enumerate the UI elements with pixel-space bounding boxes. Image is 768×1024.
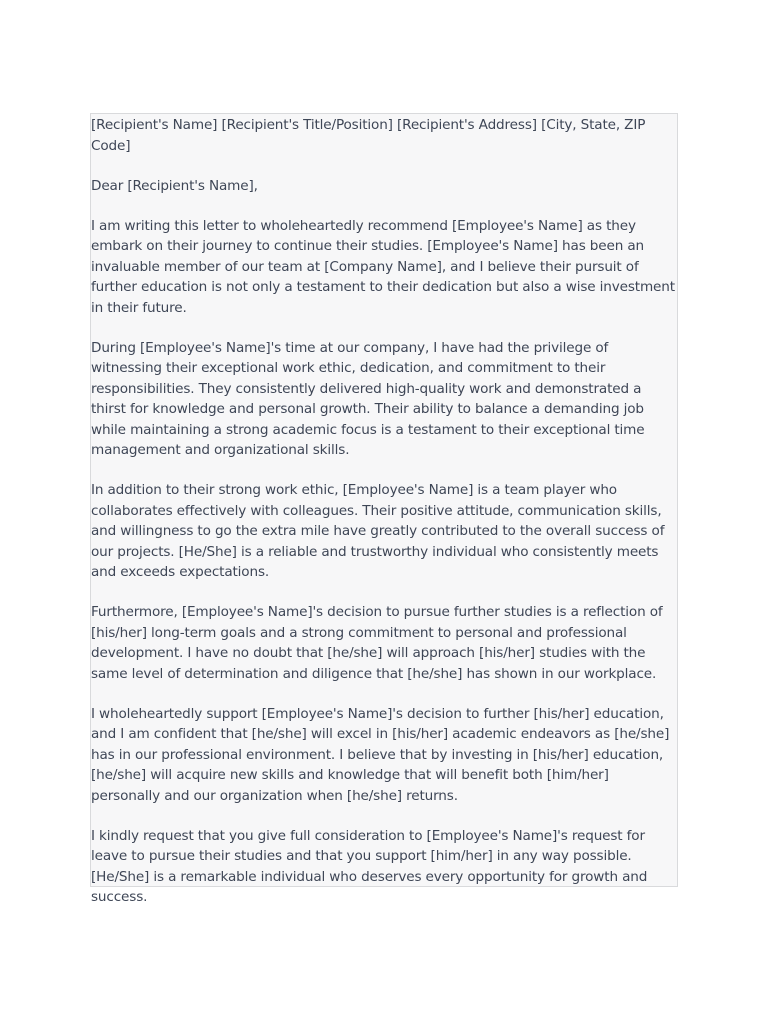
paragraph-team-player: In addition to their strong work ethic, [Employee's Name] is a team player who collaborates effectively with colleagues. Their positive attitude, communication skills, and willingness to go the extra mile have greatly contributed to the overall success of our projects. [He/She] is a reliable and trustworthy individual who consistently meets and exceeds expectations. xyxy=(91,482,665,580)
paragraph-intro: I am writing this letter to wholeheartedly recommend [Employee's Name] as they embark on their journey to continue their studies. [Employee's Name] has been an invaluable member of our team at [Company Name], and I believe their pursuit of further education is not only a testament to their dedication but also a wise investment in their future. xyxy=(91,217,675,316)
paragraph-work-ethic: During [Employee's Name]'s time at our company, I have had the privilege of witnessing their exceptional work ethic, dedication, and commitment to their responsibilities. They consistently delivered high-quality work and demonstrated a thirst for knowledge and personal growth. Their ability to balance a demanding job while maintaining a strong academic focus is a testament to their exceptional time management and organizational skills. xyxy=(91,339,645,458)
recipient-address: [Recipient's Name] [Recipient's Title/Position] [Recipient's Address] [City, State, ZIP Code] xyxy=(91,117,646,154)
salutation: Dear [Recipient's Name], xyxy=(91,177,258,194)
paragraph-further-studies: Furthermore, [Employee's Name]'s decision to pursue further studies is a reflection of [his/her] long-term goals and a strong commitment to personal and professional development. I have no doubt that [he/she] will approach [his/her] studies with the same level of determination and diligence that [he/she] has shown in our workplace. xyxy=(91,604,663,682)
paragraph-request: I kindly request that you give full consideration to [Employee's Name]'s request for leave to pursue their studies and that you support [him/her] in any way possible. [He/She] is a remarkable individual who deserves every opportunity for growth and success. xyxy=(91,827,648,905)
paragraph-support: I wholeheartedly support [Employee's Name]'s decision to further [his/her] education, and I am confident that [he/she] will excel in [his/her] academic endeavors as [he/she] has in our professional environment. I believe that by investing in [his/her] education, [he/she] will acquire new skills and knowledge that will benefit both [him/her] personally and our organization when [he/she] returns. xyxy=(91,705,670,804)
letter-body xyxy=(90,113,678,905)
